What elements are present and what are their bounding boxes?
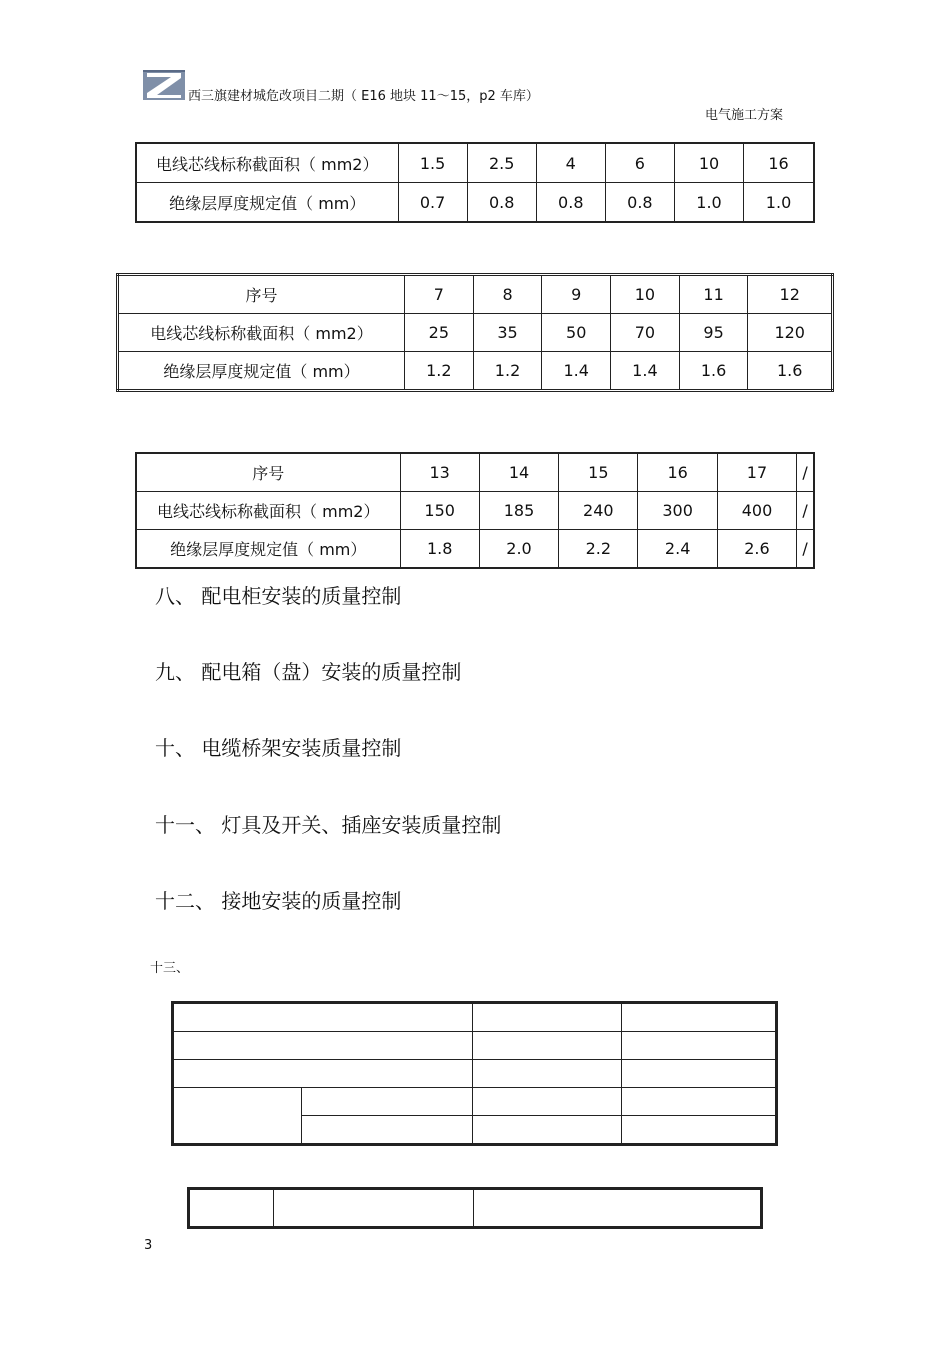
table-cell: 0.7 xyxy=(398,183,467,223)
table-cell: 1.5 xyxy=(398,143,467,183)
table-cell: / xyxy=(797,492,814,530)
table-cell: 4 xyxy=(536,143,605,183)
table-cell xyxy=(473,1003,622,1032)
table-cell xyxy=(622,1088,777,1116)
table-cell xyxy=(173,1003,473,1032)
table-cell xyxy=(274,1189,474,1228)
table-row xyxy=(189,1189,762,1228)
section-heading-10: 十、 电缆桥架安装质量控制 xyxy=(155,736,402,760)
insulation-table-1 xyxy=(135,142,815,223)
table-cell: 10 xyxy=(611,275,680,314)
section-heading-12: 十二、 接地安装的质量控制 xyxy=(155,889,402,913)
table-cell: 6 xyxy=(605,143,674,183)
table-cell: 2.6 xyxy=(717,530,796,569)
table-cell: 25 xyxy=(405,314,474,352)
empty-table-1 xyxy=(171,1001,778,1146)
table-cell: 0.8 xyxy=(605,183,674,223)
table-cell: 15 xyxy=(559,453,638,492)
table-row xyxy=(118,314,833,352)
table-cell xyxy=(173,1032,473,1060)
table-cell: 2.4 xyxy=(638,530,717,569)
table-row xyxy=(136,492,814,530)
table-cell: 16 xyxy=(744,143,814,183)
table-cell xyxy=(473,1088,622,1116)
table-cell xyxy=(173,1060,473,1088)
table-cell: 1.8 xyxy=(400,530,479,569)
table-cell: 70 xyxy=(611,314,680,352)
table-cell: 400 xyxy=(717,492,796,530)
company-logo xyxy=(143,70,185,100)
table-cell: 1.6 xyxy=(679,352,748,391)
table-cell: 95 xyxy=(679,314,748,352)
table-cell xyxy=(622,1116,777,1145)
table-cell: 2.0 xyxy=(479,530,558,569)
table-cell: 绝缘层厚度规定值（ mm） xyxy=(118,352,405,391)
table-cell: 9 xyxy=(542,275,611,314)
table-row xyxy=(173,1088,777,1116)
table-row xyxy=(136,453,814,492)
section-heading-8: 八、 配电柜安装的质量控制 xyxy=(155,584,402,608)
table-cell: 电线芯线标称截面积（ mm2） xyxy=(136,492,400,530)
table-cell: 序号 xyxy=(118,275,405,314)
table-row xyxy=(173,1032,777,1060)
table-cell: 12 xyxy=(748,275,833,314)
table-cell xyxy=(622,1003,777,1032)
table-cell: / xyxy=(797,453,814,492)
table-cell xyxy=(474,1189,762,1228)
table-cell: 1.2 xyxy=(405,352,474,391)
table-cell: 电线芯线标称截面积（ mm2） xyxy=(136,143,398,183)
empty-table-2 xyxy=(187,1187,763,1229)
table-cell xyxy=(173,1088,302,1145)
table-cell: 序号 xyxy=(136,453,400,492)
table-cell: 50 xyxy=(542,314,611,352)
table-cell: 1.0 xyxy=(744,183,814,223)
section-heading-13: 十三、 xyxy=(150,961,190,976)
table-cell: 11 xyxy=(679,275,748,314)
table-cell: 16 xyxy=(638,453,717,492)
table-cell: 电线芯线标称截面积（ mm2） xyxy=(118,314,405,352)
table-cell xyxy=(622,1060,777,1088)
table-cell: 1.4 xyxy=(611,352,680,391)
table-cell: 185 xyxy=(479,492,558,530)
table-cell xyxy=(473,1116,622,1145)
table-cell: 0.8 xyxy=(467,183,536,223)
page-number: 3 xyxy=(144,1238,153,1253)
table-cell: 0.8 xyxy=(536,183,605,223)
table-row xyxy=(118,352,833,391)
project-title: 西三旗建材城危改项目二期（ E16 地块 11～15，p2 车库） xyxy=(188,89,539,104)
table-cell: 8 xyxy=(473,275,542,314)
table-cell: 绝缘层厚度规定值（ mm） xyxy=(136,530,400,569)
table-cell xyxy=(302,1116,473,1145)
table-cell: 240 xyxy=(559,492,638,530)
table-cell: 1.0 xyxy=(674,183,743,223)
table-cell: 绝缘层厚度规定值（ mm） xyxy=(136,183,398,223)
table-cell: 1.2 xyxy=(473,352,542,391)
table-row xyxy=(136,183,814,223)
insulation-table-2 xyxy=(116,273,834,392)
table-row xyxy=(173,1003,777,1032)
table-cell xyxy=(189,1189,274,1228)
document-name: 电气施工方案 xyxy=(705,108,784,123)
table-cell: / xyxy=(797,530,814,569)
table-row xyxy=(136,530,814,569)
table-cell xyxy=(622,1032,777,1060)
section-heading-9: 九、 配电箱（盘）安装的质量控制 xyxy=(155,660,462,684)
table-cell: 13 xyxy=(400,453,479,492)
table-cell: 17 xyxy=(717,453,796,492)
insulation-table-3 xyxy=(135,452,815,569)
table-row xyxy=(136,143,814,183)
table-cell: 1.4 xyxy=(542,352,611,391)
table-cell: 300 xyxy=(638,492,717,530)
table-cell xyxy=(302,1088,473,1116)
table-row xyxy=(118,275,833,314)
table-cell: 35 xyxy=(473,314,542,352)
table-cell: 7 xyxy=(405,275,474,314)
table-cell: 14 xyxy=(479,453,558,492)
section-heading-11: 十一、 灯具及开关、插座安装质量控制 xyxy=(155,813,502,837)
table-cell xyxy=(473,1032,622,1060)
table-row xyxy=(173,1060,777,1088)
table-cell: 150 xyxy=(400,492,479,530)
table-cell xyxy=(473,1060,622,1088)
table-cell: 2.5 xyxy=(467,143,536,183)
table-cell: 1.6 xyxy=(748,352,833,391)
table-cell: 10 xyxy=(674,143,743,183)
table-cell: 120 xyxy=(748,314,833,352)
table-cell: 2.2 xyxy=(559,530,638,569)
